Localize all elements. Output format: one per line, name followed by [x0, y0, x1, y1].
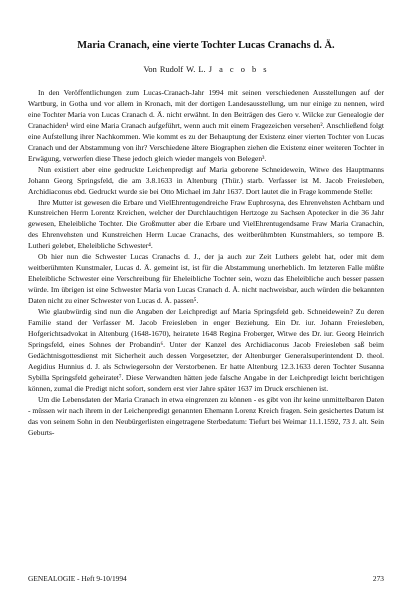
paragraph: Ob hier nun die Schwester Lucas Cranachs d. J., der ja auch zur Zeit Luthers gelebt hat, oder mit dem weitberühmten Kunstmaler, Lucas d. Ä. gemeint ist, ist für die Abstammung unerheblich. Im letzteren Falle müßte Eheleibliche Schwester eine Verschreibung für Eheleibliche Tochter sein, wozu das Eheleibliche auch besser passen würde. Im übrigen ist eine Schwester Maria von Lucas Cranach d. Ä. nicht nachweisbar, auch würden die bekannten Daten nicht zu einer Schwester von Lucas d. Ä. passen⁵. — [28, 252, 384, 306]
article-title: Maria Cranach, eine vierte Tochter Lucas Cranachs d. Ä. — [77, 40, 335, 51]
page-footer — [28, 574, 384, 583]
paragraph: Nun existiert aber eine gedruckte Leichenpredigt auf Maria geborene Schneidewein, Witwe des Hauptmanns Johann Georg Springsfeld, die am 3.8.1633 in Altenburg (Thür.) starb. Verfasser ist M. Jacob Freiesleben, Archidiaconus ebd. Gedruckt wurde sie bei Otto Michael im Jahr 1637. Dort lautet die in Frage kommende Stelle: — [28, 164, 384, 196]
article — [28, 40, 384, 439]
paragraph: Wie glaubwürdig sind nun die Angaben der Leichpredigt auf Maria Springsfeld geb. Schneidewein? Zu deren Familie stand der Verfasser M. Jacob Freiesleben in enger Beziehung. Ein Dr. iur. Johann Freiesleben, Hofgerichtsadvokat in Altenburg (1648-1670), heiratete 1648 Regina Froberger, Witwe des Dr. iur. Georg Heinrich Springsfeld, eines Sohnes der Probandin⁶. Unter der Kanzel des Archidiaconus Jacob Freiesleben saß beim Gedächtnisgottesdienst mit Sicherheit auch dessen Vorgesetzter, der Altenburger Generalsuperintendent D. theol. Aegidius Hunnius d. J. als Schwiegersohn der Verstorbenen. Er hatte Altenburg 12.3.1633 deren Tochter Susanna Sybilla Springsfeld geheiratet⁷. Diese Verwandten hätten jede falsche Angabe in der Leichpredigt leicht berichtigen können, zumal die Predigt nicht sofort, sondern erst vier Jahre später 1637 im Druck erschienen ist. — [28, 307, 384, 393]
journal-reference: GENEALOGIE - Heft 9-10/1994 — [28, 574, 127, 583]
page-number: 273 — [372, 574, 384, 583]
author-prefix: Von Rudolf W. L. — [143, 65, 206, 74]
paragraph: Ihre Mutter ist gewesen die Erbare und VielEhrentugendreiche Fraw Euphrosyna, des Ehrenvehsten Achtbarn und Kunstreichen Herrn Lorentz Kreichen, welcher der Durchlauchtigen Hertzoge zu Sachsen Apotecker in die 36 Jahr gewesen, Eheleibliche Tochter. Die Großmutter aber die Erbare und VielEhrentugendsame Fraw Maria Cranachin, des Ehrenvehsten und Kunstreichen Herrn Lucae Cranachs, des weitberühmbten Kunstmahlers, so tempore B. Lutheri gelebet, Eheleibliche Schwester⁴. — [28, 197, 384, 251]
article-body — [28, 88, 384, 439]
paragraph: Um die Lebensdaten der Maria Cranach in etwa eingrenzen zu können - es gibt von ihr keine unmittelbaren Daten - müssen wir nach ihrem in der Leichenpredigt genannten Ehemann Lorenz Kreich fragen. Sein gesichertes Datum ist das von seinem Sohn in den Neubürgerlisten eingetragene Sterbedatum: Tiefurt bei Weimar 11.1.1592, 73 J. alt. Sein Geburts- — [28, 394, 384, 437]
article-author — [28, 65, 384, 74]
paragraph: In den Veröffentlichungen zum Lucas-Cranach-Jahr 1994 mit seinen verschiedenen Ausstellungen auf der Wartburg, in Gotha und vor allem in Kronach, mit der dortigen Landesausstellung, um nur einige zu nennen, wird eine Tochter Maria von Lucas Cranach d. Ä. nicht erwähnt. In den Beiträgen des Gero v. Wilcke zur Genealogie der Cranachiden¹ wird eine Maria Cranach aufgeführt, wenn auch mit einem Fragezeichen versehen². Anschließend folgt eine Aufstellung ihrer Nachkommen. Wie kommt es zu der Behauptung der Existenz einer vierten Tochter von Lucas Cranach und der Abstammung von ihr? Verschiedene ältere Biographen ziehen die Existenz einer weiteren Tochter in Erwägung, verwerfen diese These jedoch gleich wieder mangels von Belegen³. — [28, 88, 384, 163]
author-surname: J a c o b s — [208, 65, 269, 74]
